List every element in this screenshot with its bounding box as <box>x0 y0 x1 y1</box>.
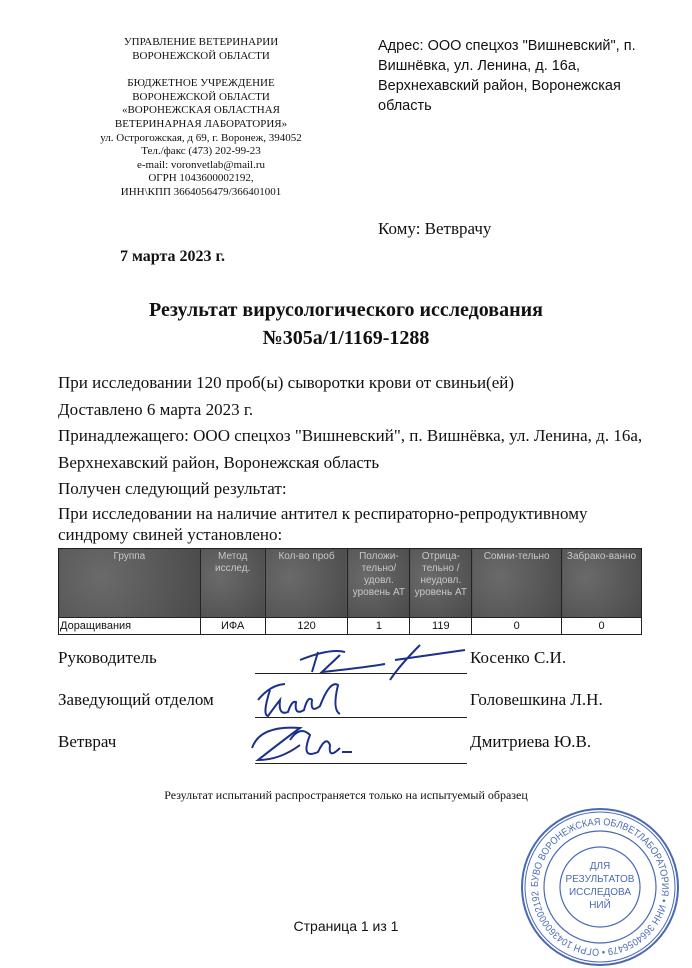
page-number: Страница 1 из 1 <box>293 918 399 934</box>
table-cell: 119 <box>410 618 472 635</box>
address: Адрес: ООО спецхоз "Вишневский", п. Вишнёвка, ул. Ленина, д. 16а, Верхнехавский район, Воронежская область <box>378 38 636 114</box>
signature-name: Косенко С.И. <box>470 648 567 667</box>
org-line: «ВОРОНЕЖСКАЯ ОБЛАСТНАЯ <box>121 104 281 117</box>
results-table <box>58 548 642 635</box>
signature-1 <box>300 645 465 680</box>
signature-role: Заведующий отделом <box>58 690 214 709</box>
signature-2 <box>258 684 340 716</box>
table-cell: ИФА <box>200 618 265 635</box>
stamp-center-text: ДЛЯ <box>589 861 611 872</box>
body-paragraph: Получен следующий результат: <box>58 479 287 498</box>
org-line: УПРАВЛЕНИЕ ВЕТЕРИНАРИИ <box>123 36 279 48</box>
signature-line <box>255 763 467 764</box>
body-paragraph: При исследовании на наличие антител к респираторно-репродуктивному синдрому свиней установлено: <box>58 503 588 544</box>
signature-name: Дмитриева Ю.В. <box>470 732 592 751</box>
org-line: БЮДЖЕТНОЕ УЧРЕЖДЕНИЕ <box>127 77 275 90</box>
org-line: ВЕТЕРИНАРНАЯ ЛАБОРАТОРИЯ» <box>114 117 288 130</box>
document-number: №305а/1/1169-1288 <box>262 327 430 349</box>
signature-name: Головешкина Л.Н. <box>470 690 603 709</box>
title-line: Результат вирусологического исследования <box>149 299 543 321</box>
stamp <box>522 809 678 965</box>
document-date: 7 марта 2023 г. <box>120 248 225 265</box>
column-header: Метод исслед. <box>200 549 265 618</box>
stamp-ring-text: БУВО ВОРОНЕЖСКАЯ ОБЛВЕТЛАБОРАТОРИЯ • ИНН 3664056479 • ОГРН 1043600002192 <box>529 816 671 958</box>
stamp-center-text: ИССЛЕДОВА <box>568 887 632 898</box>
org-line: ВОРОНЕЖСКОЙ ОБЛАСТИ <box>132 90 270 103</box>
table-cell: 1 <box>348 618 410 635</box>
column-header: Сомни-тельно <box>472 549 562 618</box>
table-row <box>59 618 642 635</box>
stamp-center-text: НИЙ <box>589 900 611 911</box>
org-line: ул. Острогожская, д 69, г. Воронеж, 394052 <box>100 131 302 144</box>
column-header: Забрако-ванно <box>562 549 642 618</box>
org-line: ВОРОНЕЖСКОЙ ОБЛАСТИ <box>132 49 270 62</box>
table-header-row <box>59 549 642 618</box>
table-cell: Доращивания <box>59 618 201 635</box>
table-cell: 120 <box>265 618 348 635</box>
disclaimer-note: Результат испытаний распространяется только на испытуемый образец <box>164 788 528 802</box>
column-header: Отрица-тельно / неудовл. уровень АТ <box>410 549 472 618</box>
signature-line <box>255 673 467 674</box>
org-line: ИНН\КПП 3664056479/366401001 <box>120 185 282 198</box>
signature-role: Руководитель <box>58 648 157 667</box>
column-header: Положи-тельно/ удовл. уровень АТ <box>348 549 410 618</box>
column-header: Кол-во проб <box>265 549 348 618</box>
document-title <box>0 296 692 352</box>
signature-role: Ветврач <box>58 732 117 751</box>
document-body <box>58 370 658 545</box>
org-line: ОГРН 1043600002192, <box>148 172 254 185</box>
org-line: Тел./факс (473) 202-99-23 <box>141 145 261 158</box>
body-paragraph: При исследовании 120 проб(ы) сыворотки крови от свиньи(ей) <box>58 373 515 392</box>
table-cell: 0 <box>562 618 642 635</box>
column-header: Группа <box>59 549 201 618</box>
signature-3 <box>252 728 352 760</box>
svg-text:БУВО ВОРОНЕЖСКАЯ ОБЛВЕТЛАБОРАТ <box>530 817 670 957</box>
signature-line <box>255 717 467 718</box>
body-paragraph: Доставлено 6 марта 2023 г. <box>58 399 254 419</box>
table-cell: 0 <box>472 618 562 635</box>
stamp-center-text: РЕЗУЛЬТАТОВ <box>565 874 635 885</box>
org-line: e-mail: voronvetlab@mail.ru <box>136 158 266 171</box>
organization-block <box>70 36 332 200</box>
recipient: Кому: Ветврачу <box>378 219 492 238</box>
body-paragraph: Принадлежащего: ООО спецхоз "Вишневский", п. Вишнёвка, ул. Ленина, д. 16а, Верхнехавский район, Воронежская область <box>58 426 643 472</box>
